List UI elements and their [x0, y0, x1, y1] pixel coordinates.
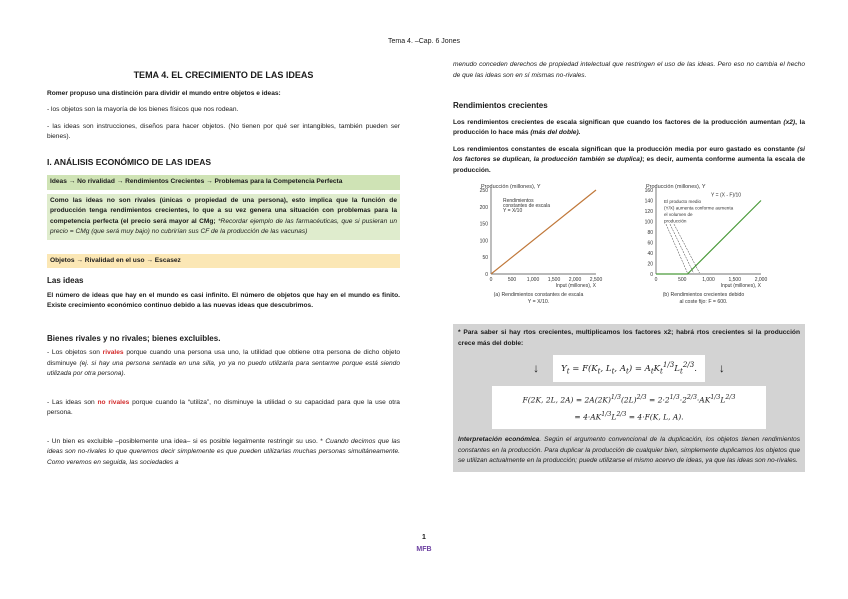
page-header: Tema 4. –Cap. 6 Jones: [388, 38, 460, 45]
y-tick-label: 0: [485, 272, 488, 278]
chart-increasing-returns: [645, 184, 768, 305]
x-tick-label: 1,000: [702, 277, 715, 283]
production-function: [553, 355, 705, 382]
rend1-b: , la producción lo hace más: [453, 118, 805, 136]
returns-charts: [453, 184, 805, 314]
doubling-equation: [492, 386, 766, 429]
footer-initials: MFB: [416, 546, 432, 553]
chart-annotation: Y = (X - F)/10: [711, 192, 742, 199]
nonrival-keyword: no rivales: [97, 398, 130, 406]
chart-caption: Y = X/10.: [527, 299, 550, 305]
y-tick-label: 150: [479, 221, 488, 228]
eq2-line1: F(2K, 2L, $2A) = 2A(2K)^{1/3}(2L)^{2/3} = 2\cdot 2^{1/3}\cdot 2^{2/3}\cdot AK^{1/3}L^{2/3}$: [522, 394, 736, 405]
y-tick-label: 60: [647, 240, 653, 247]
rival-keyword: rivales: [102, 349, 124, 356]
x-tick-label: 1,000: [526, 277, 540, 283]
green-text-bold: Como las ideas no son rivales (únicas o propiedad de una persona), esto implica que la función de producción tenga rendimientos crecientes, lo que a su vez genera una situación con problemas para la competencia perfecta (el precio será mayor al CMg;: [50, 196, 397, 225]
dashed-ray: [670, 224, 694, 273]
intro: Romer propuso una distinción para dividir el mundo entre objetos e ideas:: [47, 89, 281, 97]
left-column: [47, 67, 400, 474]
y-tick-label: 50: [482, 255, 488, 262]
x-tick-label: 2,500: [589, 277, 603, 283]
page-number: 1: [422, 534, 426, 541]
excludable-a: - Un bien es excluible –posiblemente una idea– si es posible legalmente restringir su uso. *: [47, 437, 326, 445]
nonrival-paragraph: [47, 398, 400, 419]
rival-example: (ej. si hay una persona sentada en una silla, yo ya no puedo utilizarla para sentarme porque está siendo utilizada por otra persona).: [47, 359, 400, 377]
rend2-i: (si los factores se duplican, la producción también se duplica): [453, 145, 805, 163]
chart-annotation: Rendimientos: [503, 197, 534, 204]
chart-annotation: Y = X/10: [503, 207, 523, 214]
x-tick-label: 0: [654, 277, 658, 283]
interpretation-title: Interpretación económica: [458, 436, 540, 444]
x-tick-label: 1,500: [547, 277, 561, 283]
equation-row: [458, 355, 800, 382]
yellow-summary-bar: Objetos → Rivalidad en el uso → Escasez: [47, 254, 400, 269]
x-axis-label: Input (millones), X: [720, 283, 761, 289]
chart-annotation: el volumen de: [664, 212, 693, 218]
y-tick-label: 120: [644, 209, 653, 215]
rival-paragraph: [47, 348, 400, 380]
y-tick-label: 140: [644, 198, 653, 205]
nonrival-b: porque cuando la “utiliza”, no disminuye la utilidad o su capacidad para que la use otra persona.: [47, 398, 400, 416]
excludable-italic: Cuando decimos que las ideas son no-rivales lo que queremos decir simplemente es que pueden utilizarlas muchas personas simultáneamente. Como veremos en seguida, las sociedades a: [47, 437, 400, 466]
x-tick-label: 500: [678, 277, 687, 283]
green-box: [47, 194, 400, 240]
y-tick-label: 100: [644, 219, 653, 226]
chart-caption: (a) Rendimientos constantes de escala: [493, 292, 584, 298]
interpretation: [458, 435, 800, 467]
rend1-a: Los rendimientos crecientes de escala significan que cuando los factores de la producción aumentan: [453, 118, 784, 126]
right-column: [453, 60, 805, 472]
bullet-objects: - los objetos son la mayoría de los bienes físicos que nos rodean.: [47, 106, 239, 113]
y-tick-label: 40: [647, 251, 653, 257]
x-tick-label: 500: [507, 277, 517, 283]
page-title: TEMA 4. EL CRECIMIENTO DE LAS IDEAS: [133, 70, 314, 80]
ideas-paragraph: El número de ideas que hay en el mundo es casi infinito. El número de objetos que hay en el mundo es finito. Existe crecimiento económico continuo debido a las nuevas ideas que descubrimos.: [47, 291, 400, 309]
excludable-paragraph: [47, 437, 400, 469]
gray-box: [453, 324, 805, 472]
nonrival-a: - Las ideas son: [47, 398, 98, 406]
rend1-i: (x2): [783, 118, 796, 126]
continuation-paragraph: menudo conceden derechos de propiedad intelectual que restringen el uso de las ideas. Pero eso no cambia el hecho de que las ideas son en sí mismas no-rivales.: [453, 61, 805, 79]
interpretation-text: . Según el argumento convencional de la duplicación, los objetos tienen rendimientos constantes en la producción. Para duplicar la producción de cualquier bien, simplemente duplicamos los objetos que se utilizan actualmente en la producción; puede utilizarse el mismo acervo de ideas, ya que las ideas son no-rivales.: [458, 436, 800, 465]
down-arrow-icon: ↓: [533, 361, 540, 376]
y-tick-label: 250: [479, 188, 488, 194]
chart-annotation: El producto medio: [664, 199, 702, 205]
gray-box-text: * Para saber si hay rtos crecientes, multiplicamos los factores x2; habrá rtos crecientes si la producción crece más del doble:: [458, 329, 800, 347]
x-tick-label: 2,000: [754, 277, 768, 283]
y-tick-label: 0: [650, 272, 653, 278]
chart-annotation: producción: [664, 218, 687, 224]
constant-returns-paragraph: [453, 145, 805, 177]
increasing-returns-paragraph: [453, 118, 805, 139]
chart-constant-returns: [480, 184, 603, 305]
chart-caption: (b) Rendimientos crecientes debido: [662, 292, 745, 298]
down-arrow-icon: ↓: [718, 361, 725, 376]
bullet-ideas: - las ideas son instrucciones, diseños para hacer objetos. (No tienen por qué ser intangibles, también pueden ser bienes).: [47, 122, 400, 140]
eq1-text: $Y_t = F(K_t$, $L_t$, $A_t) = A_tK_t^{1/3}L_t^{2/3}$.: [561, 360, 697, 376]
heading-increasing-returns: Rendimientos crecientes: [453, 101, 548, 110]
rend2-a: Los rendimientos constantes de escala significan que la producción media por euro gastado es constante: [453, 145, 798, 153]
chart-annotation: (Y/X) aumenta conforme aumenta: [664, 205, 734, 211]
x-tick-label: 2,000: [568, 277, 582, 283]
y-tick-label: 100: [479, 238, 488, 245]
chart-title: Producción (millones), Y: [646, 184, 706, 190]
chart-caption: al coste fijo: F = 600.: [679, 299, 728, 305]
x-tick-label: 0: [489, 277, 493, 283]
green-summary-bar: Ideas → No rivalidad → Rendimientos Crecientes → Problemas para la Competencia Perfecta: [47, 175, 400, 190]
y-tick-label: 20: [647, 261, 653, 268]
chart-title: Producción (millones), Y: [481, 184, 541, 190]
rend2-b: ; es decir, aumenta conforme aumenta la escala de producción.: [453, 156, 805, 174]
x-axis-label: Input (millones), X: [555, 283, 596, 289]
section-heading: I. ANÁLISIS ECONÓMICO DE LAS IDEAS: [47, 156, 212, 167]
rend1-i2: (más del doble).: [530, 129, 581, 136]
heading-ideas: Las ideas: [47, 276, 84, 285]
charts-svg: [453, 184, 805, 314]
green-text-italic: *Recordar ejemplo de las farmacéuticas, que si pusieran un precio = CMg (que será muy bajo) no cubrirían sus CF de la producción de las vacunas): [50, 217, 398, 235]
chart-annotation: constantes de escala: [503, 202, 550, 209]
dashed-ray: [666, 224, 688, 273]
x-tick-label: 1,500: [728, 277, 742, 283]
y-tick-label: 80: [647, 230, 653, 236]
eq2-line2: = $4\cdot AK^{1/3}L^{2/3} = 4\cdot F(K$, L, A).: [574, 410, 684, 422]
rival-b: porque cuando una persona usa uno, la utilidad que obtiene otra persona de dicho objeto disminuye: [47, 349, 400, 367]
rival-a: - Los objetos son: [47, 349, 103, 356]
dashed-ray: [674, 224, 700, 273]
y-tick-label: 200: [479, 204, 488, 211]
y-tick-label: 160: [644, 188, 653, 194]
heading-goods: Bienes rivales y no rivales; bienes excluibles.: [47, 333, 221, 343]
